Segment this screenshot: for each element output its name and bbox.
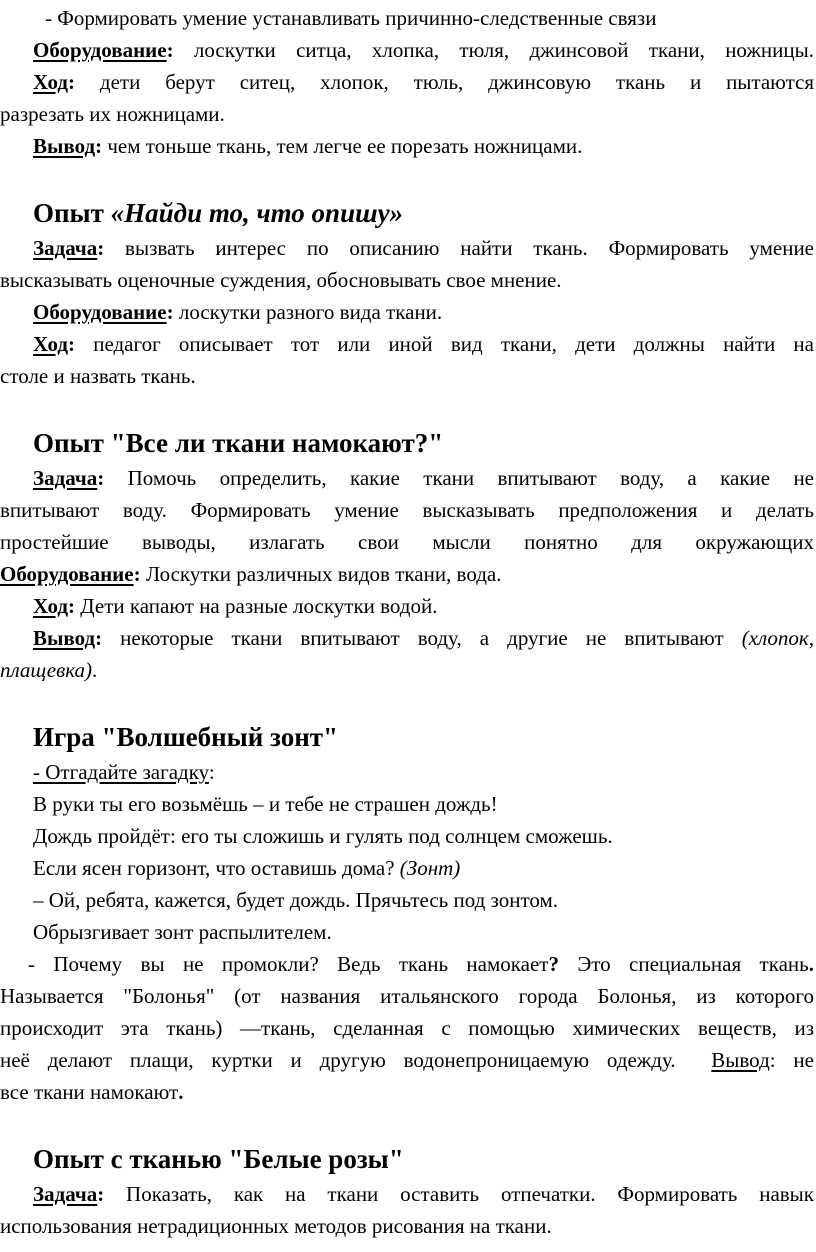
text-line — [0, 360, 814, 392]
text-run: : — [68, 594, 76, 618]
text-line — [0, 558, 814, 590]
text-line — [0, 296, 814, 328]
text-line — [0, 980, 814, 1012]
text-run: Дождь пройдёт: его ты сложишь и гулять под солнцем сможешь. — [33, 824, 613, 848]
text-run: - Формировать умение устанавливать причинно-следственные связи — [45, 6, 657, 30]
text-run: (Зонт) — [399, 856, 461, 880]
text-run: - Почему вы не промокли? Ведь ткань намокает — [28, 952, 549, 976]
text-run: Опыт с тканью "Белые розы" — [33, 1144, 404, 1174]
text-run: Называется "Болонья" (от названия итальянского города Болонья, из которого — [0, 984, 814, 1008]
text-line — [0, 462, 814, 494]
text-run: использования нетрадиционных методов рисования на ткани. — [0, 1214, 552, 1238]
label-text: Вывод — [33, 134, 96, 158]
text-run: Опыт — [33, 198, 111, 228]
text-run: (хлопок, — [741, 626, 814, 650]
text-line — [0, 66, 814, 98]
paragraph — [0, 2, 814, 162]
text-run: – Ой, ребята, кажется, будет дождь. Прячьтесь под зонтом. — [33, 888, 558, 912]
text-run: : — [166, 38, 174, 62]
text-run: Дети капают на разные лоскутки водой. — [75, 594, 438, 618]
text-run: педагог описывает тот или иной вид ткани, дети должны найти на — [75, 332, 814, 356]
label-text: Задача — [33, 1182, 98, 1206]
text-run: лоскутки разного вида ткани. — [173, 300, 443, 324]
text-line — [0, 622, 814, 654]
text-line — [0, 820, 814, 852]
text-line — [0, 130, 814, 162]
text-run: : — [166, 300, 174, 324]
text-run: : — [97, 236, 105, 260]
text-run: разрезать их ножницами. — [0, 102, 225, 126]
text-run: Игра "Волшебный зонт" — [33, 722, 339, 752]
section-heading — [0, 194, 814, 232]
text-run: столе и назвать ткань. — [0, 364, 196, 388]
label-text: Ход — [33, 594, 69, 618]
label-text: Задача — [33, 466, 98, 490]
section-heading — [0, 1140, 814, 1178]
text-run: : — [68, 70, 76, 94]
text-run: некоторые ткани впитывают воду, а другие не впитывают — [102, 626, 742, 650]
text-run: В руки ты его возьмёшь – и тебе не страшен дождь! — [33, 792, 498, 816]
text-run: Если ясен горизонт, что оставишь дома? — [33, 856, 400, 880]
paragraph — [0, 232, 814, 392]
text-run: Обрызгивает зонт распылителем. — [33, 920, 332, 944]
paragraph — [0, 462, 814, 686]
text-run: плащевка) — [0, 658, 93, 682]
section-heading — [0, 718, 814, 756]
text-run: Показать, как на ткани оставить отпечатки. Формировать навык — [104, 1182, 814, 1206]
text-run: ? — [548, 952, 559, 976]
text-run: : — [208, 760, 215, 784]
text-line — [0, 1076, 814, 1108]
text-run: : — [133, 562, 141, 586]
text-run: простейшие выводы, излагать свои мысли понятно для окружающих — [0, 530, 814, 554]
text-line — [0, 1210, 814, 1242]
text-run: дети берут ситец, хлопок, тюль, джинсовую ткань и пытаются — [75, 70, 814, 94]
label-text: Оборудование — [33, 300, 167, 324]
text-line — [0, 34, 814, 66]
text-line — [0, 1178, 814, 1210]
text-run: высказывать оценочные суждения, обосновывать свое мнение. — [0, 268, 562, 292]
text-run: : — [68, 332, 76, 356]
text-run: Лоскутки различных видов ткани, вода. — [140, 562, 502, 586]
text-line — [0, 1012, 814, 1044]
text-run: Помочь определить, какие ткани впитывают воду, а какие не — [104, 466, 814, 490]
text-run: все ткани намокают — [0, 1080, 179, 1104]
text-run: чем тоньше ткань, тем легче ее порезать ножницами. — [102, 134, 583, 158]
paragraph — [0, 1178, 814, 1242]
text-run: неё делают плащи, куртки и другую водонепроницаемую одежду. — [0, 1048, 712, 1072]
text-line — [0, 98, 814, 130]
text-run: лоскутки ситца, хлопка, тюля, джинсовой ткани, ножницы. — [173, 38, 814, 62]
text-run: : — [97, 466, 105, 490]
section-heading — [0, 424, 814, 462]
text-line — [0, 948, 814, 980]
text-line — [0, 1044, 814, 1076]
label-text: Ход — [33, 332, 69, 356]
text-run: - Отгадайте загадку — [33, 760, 209, 784]
label-text: Ход — [33, 70, 69, 94]
text-run: : — [95, 626, 103, 650]
text-run: «Найди то, что опишу» — [110, 198, 404, 228]
text-line — [0, 590, 814, 622]
text-line — [0, 526, 814, 558]
label-text: Задача — [33, 236, 98, 260]
text-line — [0, 884, 814, 916]
text-run: . — [92, 658, 98, 682]
paragraph — [0, 756, 814, 1108]
text-line — [0, 788, 814, 820]
document-page — [0, 2, 814, 1242]
text-line — [0, 2, 814, 34]
text-run: . — [178, 1080, 184, 1104]
text-line — [0, 494, 814, 526]
text-run: : — [97, 1182, 105, 1206]
text-line — [0, 756, 814, 788]
text-line — [0, 852, 814, 884]
text-run: : — [95, 134, 103, 158]
text-line — [0, 916, 814, 948]
text-run: впитывают воду. Формировать умение высказывать предположения и делать — [0, 498, 814, 522]
text-line — [0, 264, 814, 296]
text-line — [0, 328, 814, 360]
text-run: Вывод — [711, 1048, 770, 1072]
text-run: Опыт "Все ли ткани намокают?" — [33, 428, 444, 458]
text-run: Это специальная ткань — [558, 952, 809, 976]
label-text: Оборудование — [33, 38, 167, 62]
label-text: Вывод — [33, 626, 96, 650]
text-run: вызвать интерес по описанию найти ткань. Формировать умение — [104, 236, 814, 260]
label-text: Оборудование — [0, 562, 134, 586]
text-run: происходит эта ткань) —ткань, сделанная с помощью химических веществ, из — [0, 1016, 814, 1040]
text-run: : не — [769, 1048, 814, 1072]
text-line — [0, 654, 814, 686]
text-line — [0, 232, 814, 264]
text-run: . — [808, 952, 814, 976]
